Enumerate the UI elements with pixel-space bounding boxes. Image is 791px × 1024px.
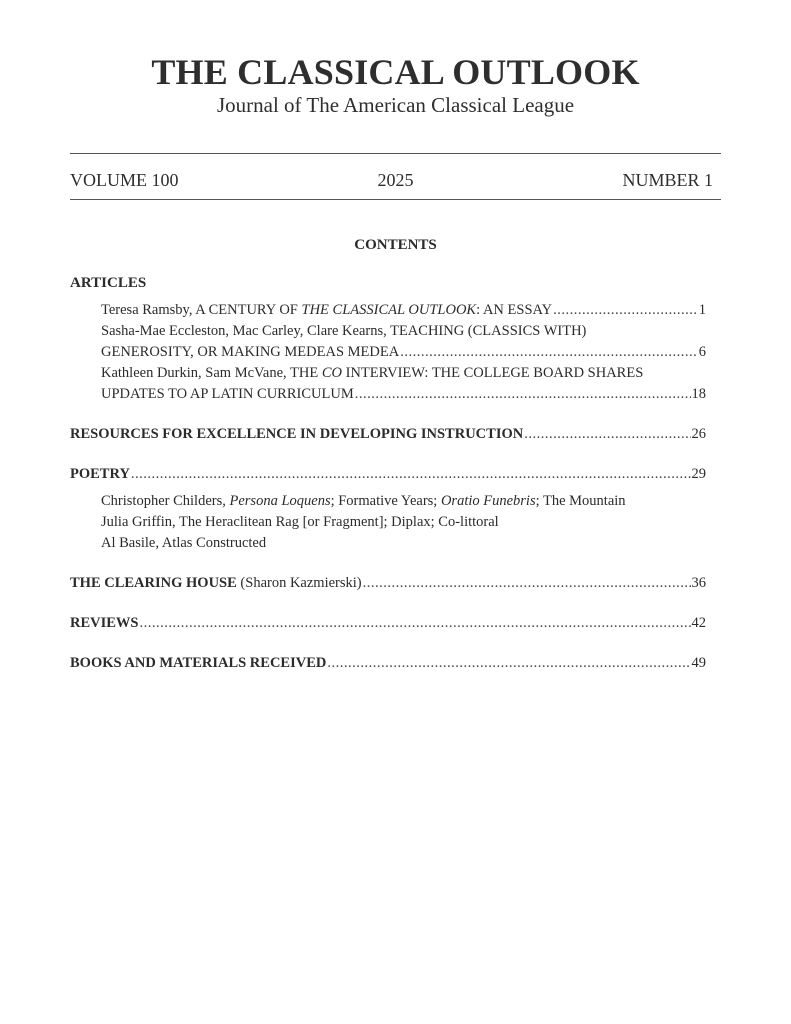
page-number: 18	[691, 386, 706, 402]
clearing-house-heading: THE CLEARING HOUSE	[70, 575, 237, 591]
toc-entry-poetry[interactable]	[70, 464, 706, 484]
toc-entry-books[interactable]	[70, 653, 706, 673]
masthead-bottom-rule	[70, 199, 721, 200]
articles-heading: ARTICLES	[70, 275, 147, 291]
issue-number-label: NUMBER 1	[622, 170, 713, 190]
masthead-row	[70, 168, 713, 192]
toc-entry-eccleston-line1[interactable]: Sasha-Mae Eccleston, Mac Carley, Clare Kearns, TEACHING (CLASSICS WITH)	[101, 323, 587, 339]
dot-leader	[524, 424, 690, 444]
dot-leader	[131, 464, 691, 484]
journal-title: THE CLASSICAL OUTLOOK	[151, 52, 640, 92]
page-number: 26	[691, 426, 706, 442]
dot-leader	[553, 300, 698, 320]
journal-subtitle: Journal of The American Classical League	[216, 93, 575, 117]
toc-entry-resources[interactable]	[70, 424, 706, 444]
dot-leader	[363, 573, 691, 593]
resources-heading: RESOURCES FOR EXCELLENCE IN DEVELOPING INSTRUCTION	[70, 426, 524, 442]
volume-label: VOLUME 100	[70, 170, 179, 190]
page-number: 29	[691, 466, 706, 482]
toc-entry-durkin-line1[interactable]: Kathleen Durkin, Sam McVane, THE CO INTERVIEW: THE COLLEGE BOARD SHARES	[101, 365, 644, 381]
toc-entry-text	[70, 573, 362, 593]
reviews-heading: REVIEWS	[70, 615, 139, 631]
poetry-heading: POETRY	[70, 466, 130, 482]
toc-entry-durkin[interactable]	[101, 384, 706, 404]
page-number: 1	[698, 302, 706, 318]
page-number: 42	[691, 615, 706, 631]
year-label: 2025	[377, 170, 414, 190]
dot-leader	[400, 342, 698, 362]
page-number: 6	[698, 344, 706, 360]
page-number: 49	[691, 655, 706, 671]
toc-entry-eccleston[interactable]	[101, 342, 706, 362]
dot-leader	[140, 613, 691, 633]
toc-entry-reviews[interactable]	[70, 613, 706, 633]
toc-entry-text: UPDATES TO AP LATIN CURRICULUM	[101, 386, 354, 402]
dot-leader	[327, 653, 690, 673]
contents-heading: CONTENTS	[354, 237, 437, 253]
toc-entry-ramsby[interactable]	[101, 300, 706, 320]
masthead-top-rule	[70, 153, 721, 154]
poetry-entry-basile[interactable]: Al Basile, Atlas Constructed	[101, 535, 267, 551]
clearing-house-editor: (Sharon Kazmierski)	[236, 575, 362, 591]
page-number: 36	[691, 575, 706, 591]
toc-entry-text: GENEROSITY, OR MAKING MEDEAS MEDEA	[101, 344, 400, 360]
books-heading: BOOKS AND MATERIALS RECEIVED	[70, 655, 327, 671]
dot-leader	[355, 384, 691, 404]
poetry-entry-childers[interactable]: Christopher Childers, Persona Loquens; Formative Years; Oratio Funebris; The Mountain	[101, 493, 626, 509]
toc-entry-text: Teresa Ramsby, A CENTURY OF THE CLASSICAL OUTLOOK: AN ESSAY	[101, 302, 553, 318]
poetry-entry-griffin[interactable]: Julia Griffin, The Heraclitean Rag [or Fragment]; Diplax; Co-littoral	[101, 514, 499, 530]
toc-entry-clearing-house[interactable]	[70, 573, 706, 593]
